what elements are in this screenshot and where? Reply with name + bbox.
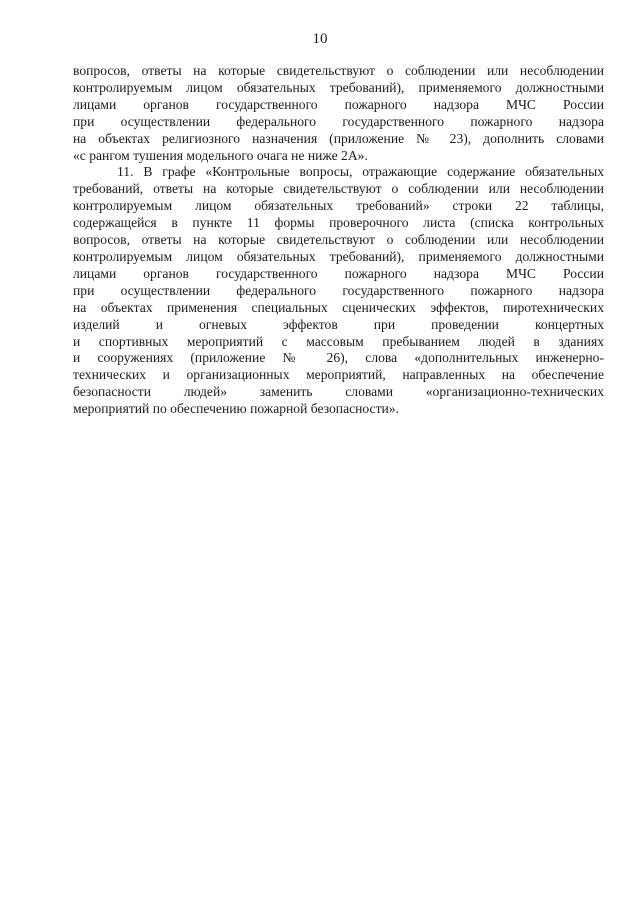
text-line: и сооружениях (приложение № 26), слова «дополнительных инженерно- xyxy=(73,350,604,366)
text-line: изделий и огневых эффектов при проведении концертных xyxy=(73,316,604,332)
text-line: вопросов, ответы на которые свидетельствуют о соблюдении или несоблюдении xyxy=(73,232,604,248)
text-line: и спортивных мероприятий с массовым пребыванием людей в зданиях xyxy=(73,333,604,349)
text-line: технических и организационных мероприятий, направленных на обеспечение xyxy=(73,367,604,383)
text-line: вопросов, ответы на которые свидетельствуют о соблюдении или несоблюдении xyxy=(73,63,604,78)
text-line: при осуществлении федерального государственного пожарного надзора xyxy=(73,113,604,129)
page-number: 10 xyxy=(312,31,328,47)
text-line: лицами органов государственного пожарного надзора МЧС России xyxy=(73,96,604,112)
text-line: безопасности людей» заменить словами «организационно-технических xyxy=(73,384,604,400)
text-line: мероприятий по обеспечению пожарной безопасности». xyxy=(73,401,399,417)
text-line: «с рангом тушения модельного очага не ниже 2А». xyxy=(73,147,368,163)
text-line: 11. В графе «Контрольные вопросы, отражающие содержание обязательных xyxy=(117,164,604,180)
document-body xyxy=(73,63,604,418)
text-line: при осуществлении федерального государственного пожарного надзора xyxy=(73,282,604,298)
text-line: контролируемым лицом обязательных требований» строки 22 таблицы, xyxy=(73,198,604,214)
text-line: лицами органов государственного пожарного надзора МЧС России xyxy=(73,265,604,281)
paragraph-2 xyxy=(73,164,604,418)
text-line: контролируемым лицом обязательных требований), применяемого должностными xyxy=(73,79,604,95)
text-line: требований, ответы на которые свидетельствуют о соблюдении или несоблюдении xyxy=(73,181,604,197)
paragraph-1 xyxy=(73,63,604,164)
text-line: контролируемым лицом обязательных требований), применяемого должностными xyxy=(73,248,604,264)
text-line: содержащейся в пункте 11 формы проверочного листа (списка контрольных xyxy=(73,215,604,231)
text-line: на объектах религиозного назначения (приложение № 23), дополнить словами xyxy=(73,130,604,146)
text-line: на объектах применения специальных сценических эффектов, пиротехнических xyxy=(73,299,604,315)
